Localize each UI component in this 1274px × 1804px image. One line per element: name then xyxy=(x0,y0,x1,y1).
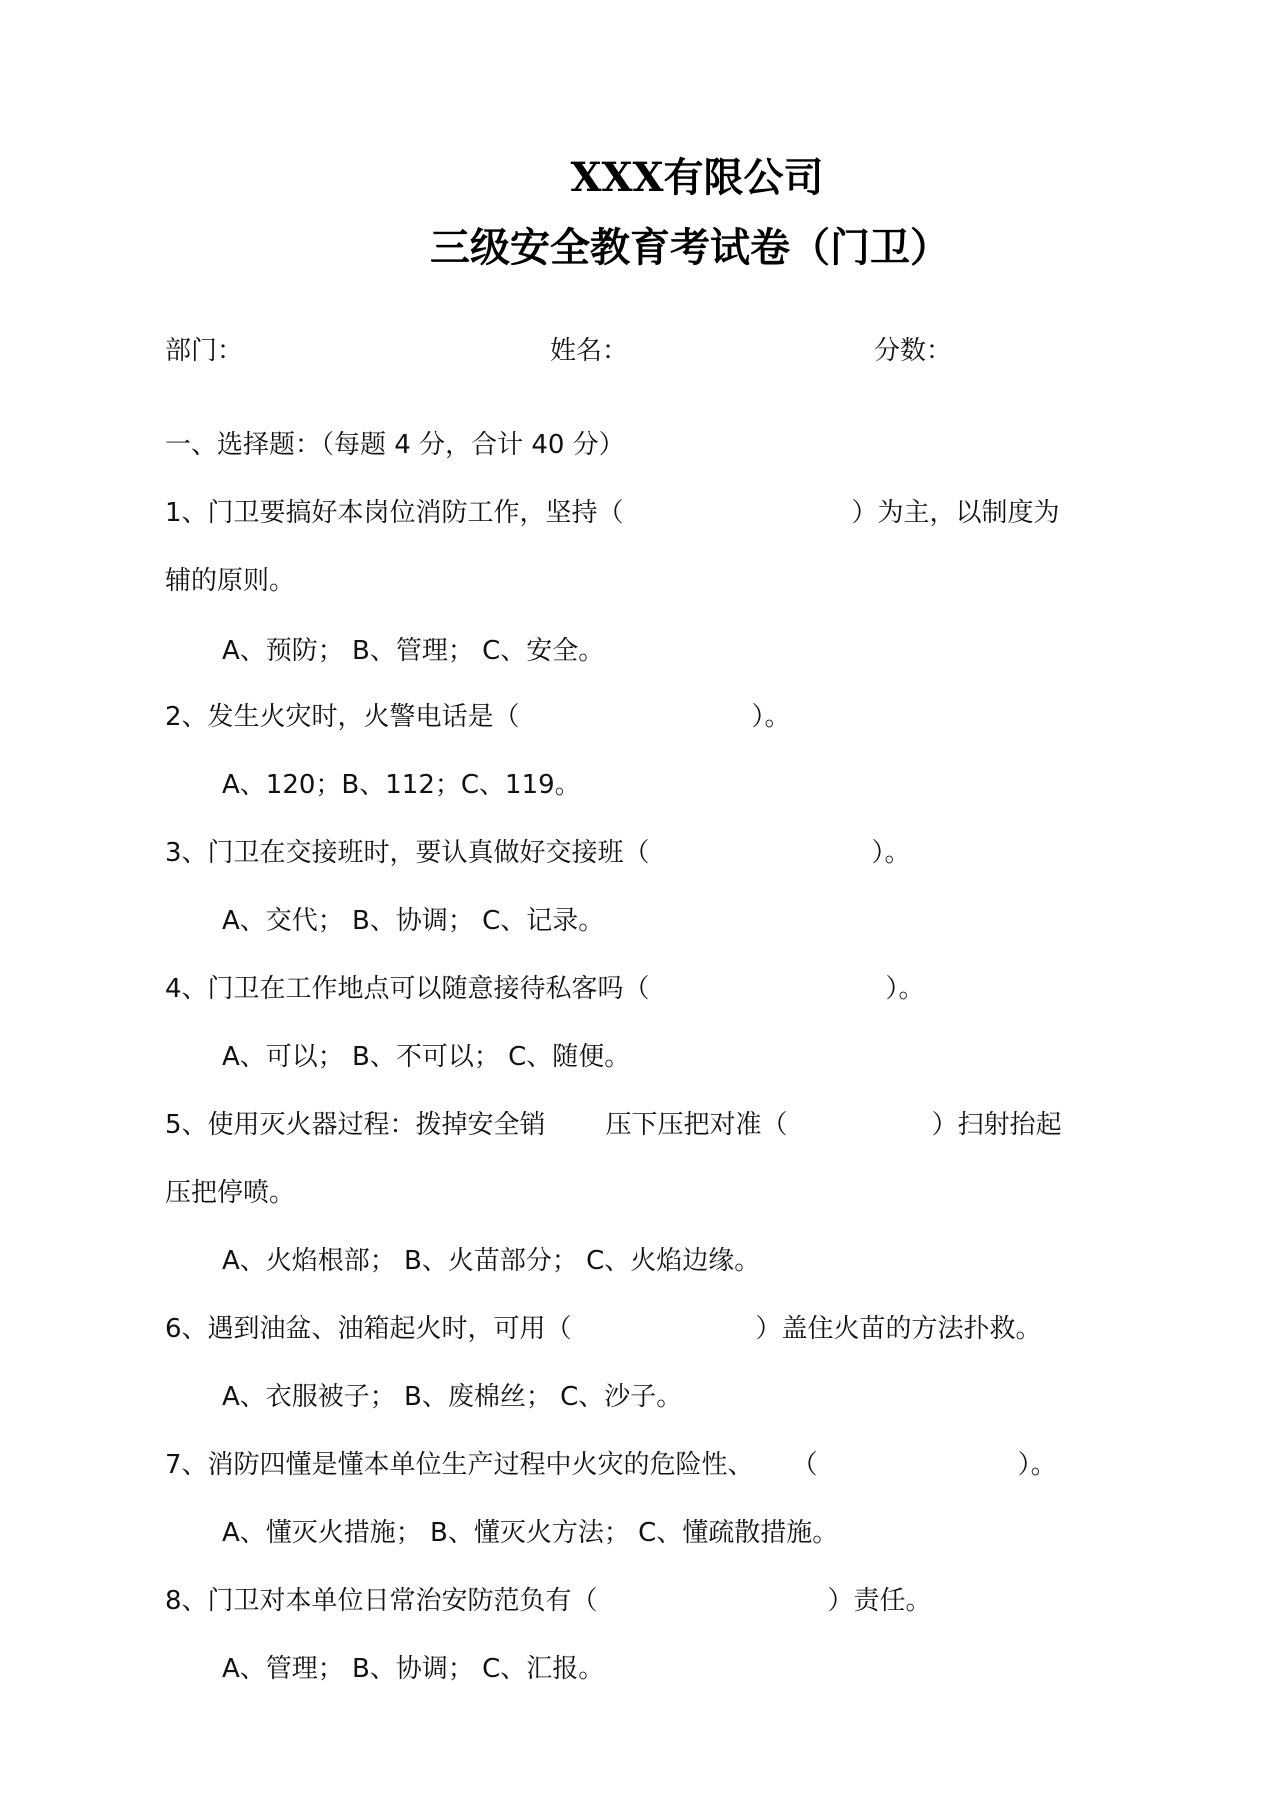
department-field: 部门： xyxy=(165,336,244,366)
question-7-text-a: 7、消防四懂是懂本单位生产过程中火灾的危险性、 xyxy=(165,1450,754,1480)
question-4-options: A、可以； B、不可以； C、随便。 xyxy=(222,1042,631,1072)
question-1-cont: 辅的原则。 xyxy=(165,566,296,596)
question-4-text-a: 4、门卫在工作地点可以随意接待私客吗（ xyxy=(165,974,650,1004)
question-7 xyxy=(165,1448,1057,1482)
question-3-options: A、交代； B、协调； C、记录。 xyxy=(222,906,605,936)
question-7-options: A、懂灭火措施； B、懂灭火方法； C、懂疏散措施。 xyxy=(222,1518,839,1548)
section-heading: 一、选择题：（每题 4 分，合计 40 分） xyxy=(165,430,625,460)
question-2 xyxy=(165,700,791,734)
question-8-text-a: 8、门卫对本单位日常治安防范负有（ xyxy=(165,1586,598,1616)
question-3 xyxy=(165,836,911,870)
question-7-text-b: ）。 xyxy=(1017,1450,1057,1480)
question-6-text-b: ）盖住火苗的方法扑救。 xyxy=(755,1314,1042,1344)
question-8-options: A、管理； B、协调； C、汇报。 xyxy=(222,1654,605,1684)
question-1-options: A、预防； B、管理； C、安全。 xyxy=(222,636,605,666)
question-5-text-b: ）扫射抬起 xyxy=(931,1110,1062,1140)
question-8 xyxy=(165,1584,932,1618)
question-2-options: A、120；B、112；C、119。 xyxy=(222,770,581,800)
question-1 xyxy=(165,496,1060,530)
question-6-text-a: 6、遇到油盆、油箱起火时，可用（ xyxy=(165,1314,572,1344)
question-2-text-b: ）。 xyxy=(751,702,791,732)
question-3-text-a: 3、门卫在交接班时，要认真做好交接班（ xyxy=(165,838,650,868)
question-5-cont: 压把停喷。 xyxy=(165,1178,296,1208)
question-3-text-b: ）。 xyxy=(871,838,911,868)
question-1-text-b: ）为主，以制度为 xyxy=(851,498,1060,528)
question-2-text-a: 2、发生火灾时，火警电话是（ xyxy=(165,702,520,732)
company-name: XXX有限公司 xyxy=(570,154,824,201)
question-4-text-b: ）。 xyxy=(885,974,925,1004)
question-5 xyxy=(165,1108,1062,1142)
question-1-text-a: 1、门卫要搞好本岗位消防工作，坚持（ xyxy=(165,498,624,528)
exam-title: 三级安全教育考试卷（门卫） xyxy=(430,224,950,271)
name-field: 姓名： xyxy=(550,336,629,366)
question-4 xyxy=(165,972,925,1006)
question-8-text-b: ）责任。 xyxy=(827,1586,932,1616)
question-6-options: A、衣服被子； B、废棉丝； C、沙子。 xyxy=(222,1382,683,1412)
score-field: 分数： xyxy=(874,336,953,366)
question-5-options: A、火焰根部； B、火苗部分； C、火焰边缘。 xyxy=(222,1246,761,1276)
question-5-text-mid: 压下压把对准（ xyxy=(605,1110,788,1140)
question-5-text-a: 5、使用灭火器过程：拨掉安全销 xyxy=(165,1110,546,1140)
question-6 xyxy=(165,1312,1042,1346)
question-7-text-mid: （ xyxy=(791,1450,818,1480)
